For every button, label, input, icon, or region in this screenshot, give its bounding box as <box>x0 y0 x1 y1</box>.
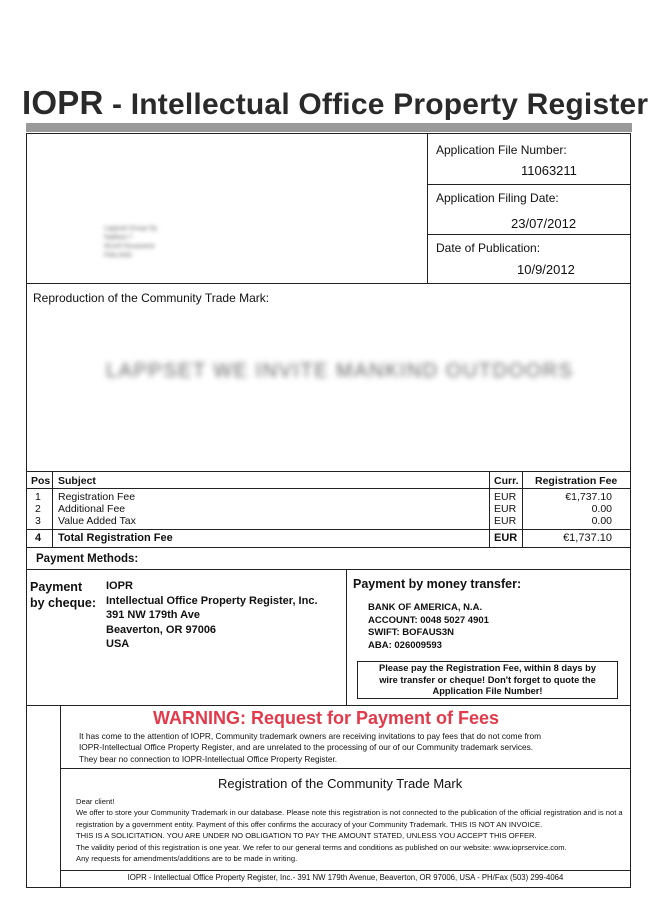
cheque-label-line: Payment <box>30 580 83 594</box>
filing-date-label: Application Filing Date: <box>436 191 559 205</box>
divider <box>522 471 523 547</box>
divider <box>26 488 631 489</box>
warning-text <box>79 731 541 765</box>
divider <box>489 471 490 547</box>
table-row-subject: Registration Fee <box>58 491 136 503</box>
recipient-address <box>104 224 157 260</box>
col-currency-header: Curr. <box>494 475 519 487</box>
table-row-fee: €1,737.10 <box>565 491 612 503</box>
filing-date-value: 23/07/2012 <box>511 216 577 231</box>
table-row-currency: EUR <box>494 503 517 515</box>
registration-line: registration by a government entity. Payment of this offer confirms the accuracy of your Community Trademark. THIS IS NOT AN INVOICE. <box>76 819 543 829</box>
payment-methods-label: Payment Methods: <box>36 553 139 565</box>
divider <box>427 234 631 235</box>
cheque-label <box>30 579 96 611</box>
cheque-address-line: Intellectual Office Property Register, Inc. <box>106 594 318 607</box>
address-line: Nallikari 7 <box>104 234 133 241</box>
footer-address: IOPR - Intellectual Office Property Register, Inc.- 391 NW 179th Avenue, Beaverton, OR 97006, USA - PH/Fax (503) 299-4064 <box>127 873 564 882</box>
title-acronym: IOPR <box>22 84 104 121</box>
cheque-address-line: 391 NW 179th Ave <box>106 609 200 621</box>
total-row-subject: Total Registration Fee <box>58 532 173 544</box>
table-row-subject: Value Added Tax <box>58 515 136 527</box>
table-row-fee: 0.00 <box>591 515 612 527</box>
divider <box>26 283 631 284</box>
cheque-address <box>106 579 318 652</box>
bank-line: SWIFT: BOFAUS3N <box>368 627 455 638</box>
divider <box>26 471 631 472</box>
col-subject-header: Subject <box>58 475 96 487</box>
table-row-currency: EUR <box>494 515 517 527</box>
total-row-fee: €1,737.10 <box>563 532 612 544</box>
divider <box>52 471 53 547</box>
table-row-fee: 0.00 <box>591 503 612 515</box>
address-line: Lappset Group Oy <box>104 225 158 232</box>
divider <box>60 870 631 871</box>
table-row-currency: EUR <box>494 491 517 503</box>
divider <box>60 768 631 769</box>
registration-line: We offer to store your Community Trademark in our database. Please note this registration is not connected to the publication of the official registration and is not a <box>76 808 623 818</box>
transfer-label: Payment by money transfer: <box>353 577 522 591</box>
registration-line: Dear client! <box>76 797 115 806</box>
title-name: - Intellectual Office Property Register <box>103 88 648 121</box>
cheque-label-line: by cheque: <box>30 596 96 610</box>
warning-line: It has come to the attention of IOPR, Community trademark owners are receiving invitations to pay fees that do not come from <box>79 731 542 741</box>
registration-line: THIS IS A SOLICITATION. YOU ARE UNDER NO OBLIGATION TO PAY THE AMOUNT STATED, UNLESS YOU ACCEPT THIS OFFER. <box>76 831 537 841</box>
cheque-address-line: IOPR <box>106 580 133 592</box>
address-line: FINLAND <box>104 252 132 259</box>
divider <box>26 547 631 548</box>
col-pos-header: Pos <box>31 475 51 487</box>
warning-line: IOPR-Intellectual Office Property Register, and are unrelated to the processing of our of our Community trademark services. <box>79 742 534 753</box>
trademark-label: Reproduction of the Community Trade Mark: <box>33 291 270 305</box>
registration-text <box>76 796 623 864</box>
payment-notice <box>357 663 618 698</box>
bank-line: ACCOUNT: 0048 5027 4901 <box>368 614 489 626</box>
file-number-value: 11063211 <box>521 163 577 178</box>
file-number-label: Application File Number: <box>436 143 567 157</box>
col-fee-header: Registration Fee <box>535 475 618 487</box>
warning-title: WARNING: Request for Payment of Fees <box>153 708 500 728</box>
divider <box>26 529 631 530</box>
publication-date-value: 10/9/2012 <box>517 262 575 277</box>
divider <box>346 569 347 705</box>
warning-line: They bear no connection to IOPR-Intellectual Office Property Register. <box>79 753 338 764</box>
title-underline-bar <box>26 123 632 132</box>
divider <box>427 184 631 185</box>
bank-line: BANK OF AMERICA, N.A. <box>368 602 483 613</box>
divider <box>26 705 631 706</box>
bank-line: ABA: 026009593 <box>368 639 442 651</box>
publication-date-label: Date of Publication: <box>436 241 541 255</box>
divider <box>427 133 428 283</box>
payment-notice-line: Please pay the Registration Fee, within 8 days by <box>379 663 596 673</box>
divider <box>26 569 631 570</box>
cheque-address-line: USA <box>106 638 130 650</box>
table-row-pos: 2 <box>35 503 41 515</box>
registration-line: The validity period of this registration is one year. We refer to our general terms and conditions as published on our website: www.ioprservice.com. <box>76 842 567 852</box>
table-row-subject: Additional Fee <box>58 503 126 515</box>
bank-details <box>368 602 489 652</box>
cheque-address-line: Beaverton, OR 97006 <box>106 623 217 636</box>
total-row-pos: 4 <box>35 532 42 544</box>
page-title <box>22 84 648 122</box>
table-row-pos: 3 <box>35 515 41 527</box>
registration-line: Any requests for amendments/additions are to be made in writing. <box>76 854 298 864</box>
registration-title: Registration of the Community Trade Mark <box>218 776 463 791</box>
payment-notice-line: wire transfer or cheque! Don't forget to quote the <box>379 674 596 685</box>
payment-notice-line: Application File Number! <box>432 686 543 696</box>
divider <box>60 705 61 888</box>
address-line: 90100 Rovaniemi <box>104 243 155 250</box>
table-row-pos: 1 <box>35 491 41 503</box>
total-row-currency: EUR <box>494 532 518 544</box>
trademark-mark: LAPPSET WE INVITE MANKIND OUTDOORS <box>106 360 574 382</box>
